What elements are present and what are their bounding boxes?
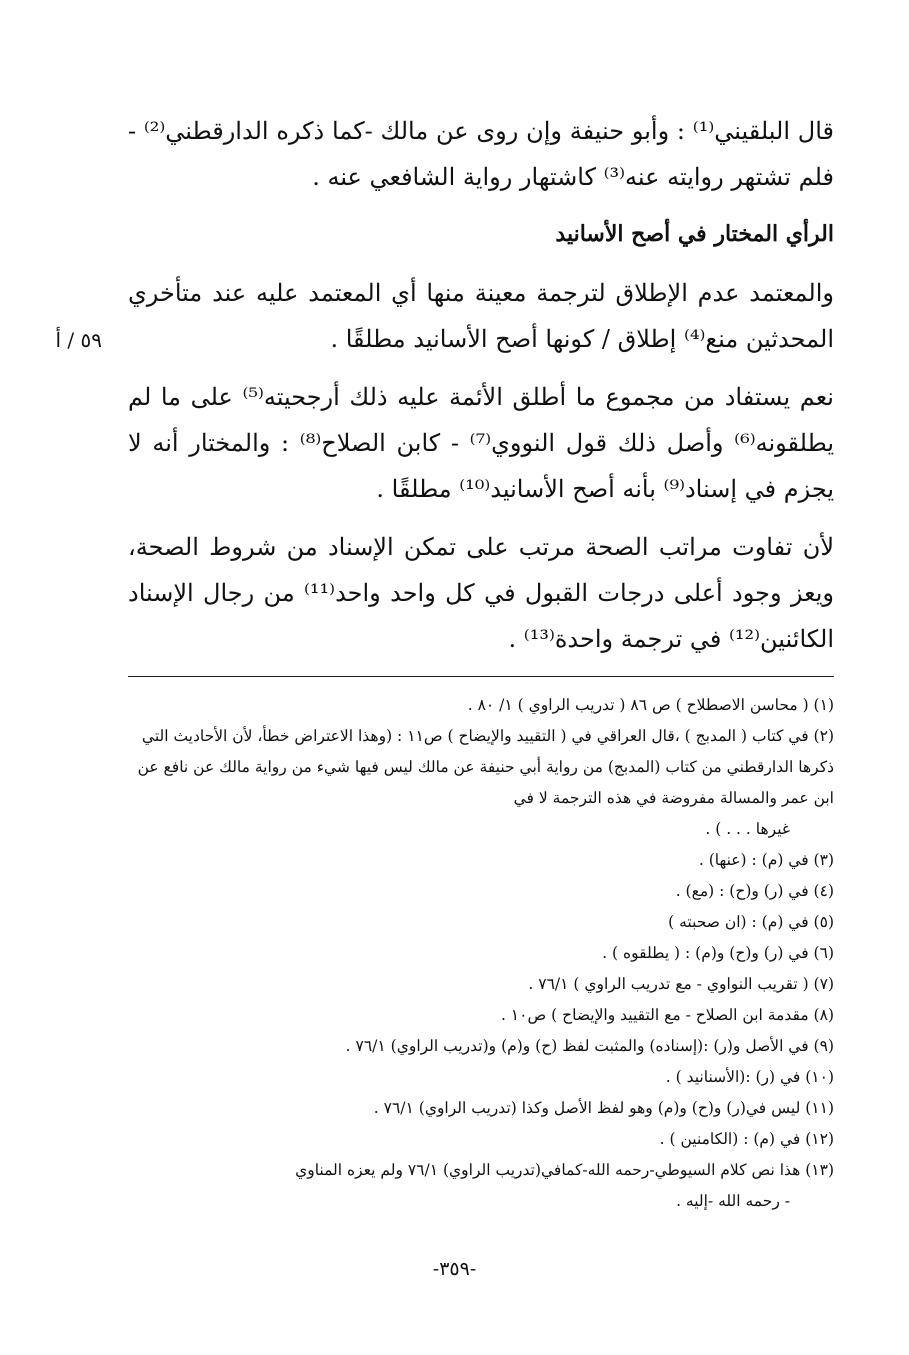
footnote-text: (٧) ( تقريب النواوي - مع تدريب الراوي ) ٧٦/١ . xyxy=(528,975,834,993)
footnote-continuation: - رحمه الله -إليه . xyxy=(676,1192,790,1210)
footnote-text: (٦) في (ر) و(ح) و(م) : ( يطلقوه ) . xyxy=(602,944,834,962)
footnote-text: (٥) في (م) : (ان صحبته ) xyxy=(668,913,834,931)
footnote-text: (١١) ليس في(ر) و(ح) و(م) وهو لفظ الأصل وكذا (تدريب الراوي) ٧٦/١ . xyxy=(373,1099,834,1117)
paragraph-3: نعم يستفاد من مجموع ما أطلق الأئمة عليه ذلك أرجحيته⁽⁵⁾ على ما لم يطلقونه⁽⁶⁾ وأصل ذلك قول النووي⁽⁷⁾ - كابن الصلاح⁽⁸⁾ : والمختار أنه لا يجزم في إسناد⁽⁹⁾ بأنه أصح الأسانيد⁽¹⁰⁾ مطلقًا . xyxy=(128,383,834,503)
footnote-1 xyxy=(124,690,834,721)
footnote-text: (٩) في الأصل و(ر) :(إسناده) والمثبت لفظ (ح) و(م) و(تدريب الراوي) ٧٦/١ . xyxy=(345,1037,834,1055)
footnote-text: (٣) في (م) : (عنها) . xyxy=(698,851,834,869)
paragraph-2: والمعتمد عدم الإطلاق لترجمة معينة منها أي المعتمد عليه عند متأخري المحدثين منع⁽⁴⁾ إطلاق / كونها أصح الأسانيد مطلقًا . xyxy=(128,279,834,353)
footnote-5 xyxy=(124,907,834,938)
footnote-8 xyxy=(124,1000,834,1031)
paragraph-1: قال البلقيني⁽¹⁾ : وأبو حنيفة وإن روى عن مالك -كما ذكره الدارقطني⁽²⁾ - فلم تشتهر روايته عنه⁽³⁾ كاشتهار رواية الشافعي عنه . xyxy=(128,117,834,191)
footnote-4 xyxy=(124,876,834,907)
footnote-2 xyxy=(124,721,834,845)
footnote-continuation: غيرها . . . ) . xyxy=(705,820,790,838)
paragraph-4: لأن تفاوت مراتب الصحة مرتب على تمكن الإسناد من شروط الصحة، ويعز وجود أعلى درجات القبول في كل واحد واحد⁽¹¹⁾ من رجال الإسناد الكائنين⁽¹²⁾ في ترجمة واحدة⁽¹³⁾ . xyxy=(128,533,834,653)
footnote-9 xyxy=(124,1031,834,1062)
footnote-text: (٨) مقدمة ابن الصلاح - مع التقييد والإيضاح ) ص١٠ . xyxy=(500,1006,834,1024)
footnotes xyxy=(124,690,834,1217)
footnote-11 xyxy=(124,1093,834,1124)
footnote-text: (١) ( محاسن الاصطلاح ) ص ٨٦ ( تدريب الراوي ) ١/ ٨٠ . xyxy=(467,696,834,714)
footnote-text: (٤) في (ر) و(ح) : (مع) . xyxy=(675,882,834,900)
manuscript-folio-note: ٥٩ / أ xyxy=(55,328,102,352)
footnote-text: (١٢) في (م) : (الكامنين ) . xyxy=(659,1130,834,1148)
footnote-separator xyxy=(128,676,834,677)
footnote-text: (١٠) في (ر) :(الأسنانيد ) . xyxy=(665,1068,834,1086)
page-number: -٣٥٩- xyxy=(432,1258,477,1280)
footnote-13 xyxy=(124,1155,834,1217)
footnote-text: (١٣) هذا نص كلام السيوطي-رحمه الله-كمافي(تدريب الراوي) ٧٦/١ ولم يعزه المناوي xyxy=(295,1161,834,1179)
footnote-7 xyxy=(124,969,834,1000)
section-heading: الرأي المختار في أصح الأسانيد xyxy=(555,221,834,247)
footnote-3 xyxy=(124,845,834,876)
footnote-10 xyxy=(124,1062,834,1093)
main-text xyxy=(128,108,834,662)
footnote-12 xyxy=(124,1124,834,1155)
footnote-text: (٢) في كتاب ( المدبج ) ،قال العراقي في ( التقييد والإيضاح ) ص١١ : (وهذا الاعتراض خطأ، لأن الأحاديث التي ذكرها الدارقطني من كتاب (المدبج) من رواية أبي حنيفة عن مالك ليس فيها شيء من رواية مالك عن نافع عن ابن عمر والمسالة مفروضة في هذه الترجمة لا في xyxy=(137,727,834,807)
footnote-6 xyxy=(124,938,834,969)
